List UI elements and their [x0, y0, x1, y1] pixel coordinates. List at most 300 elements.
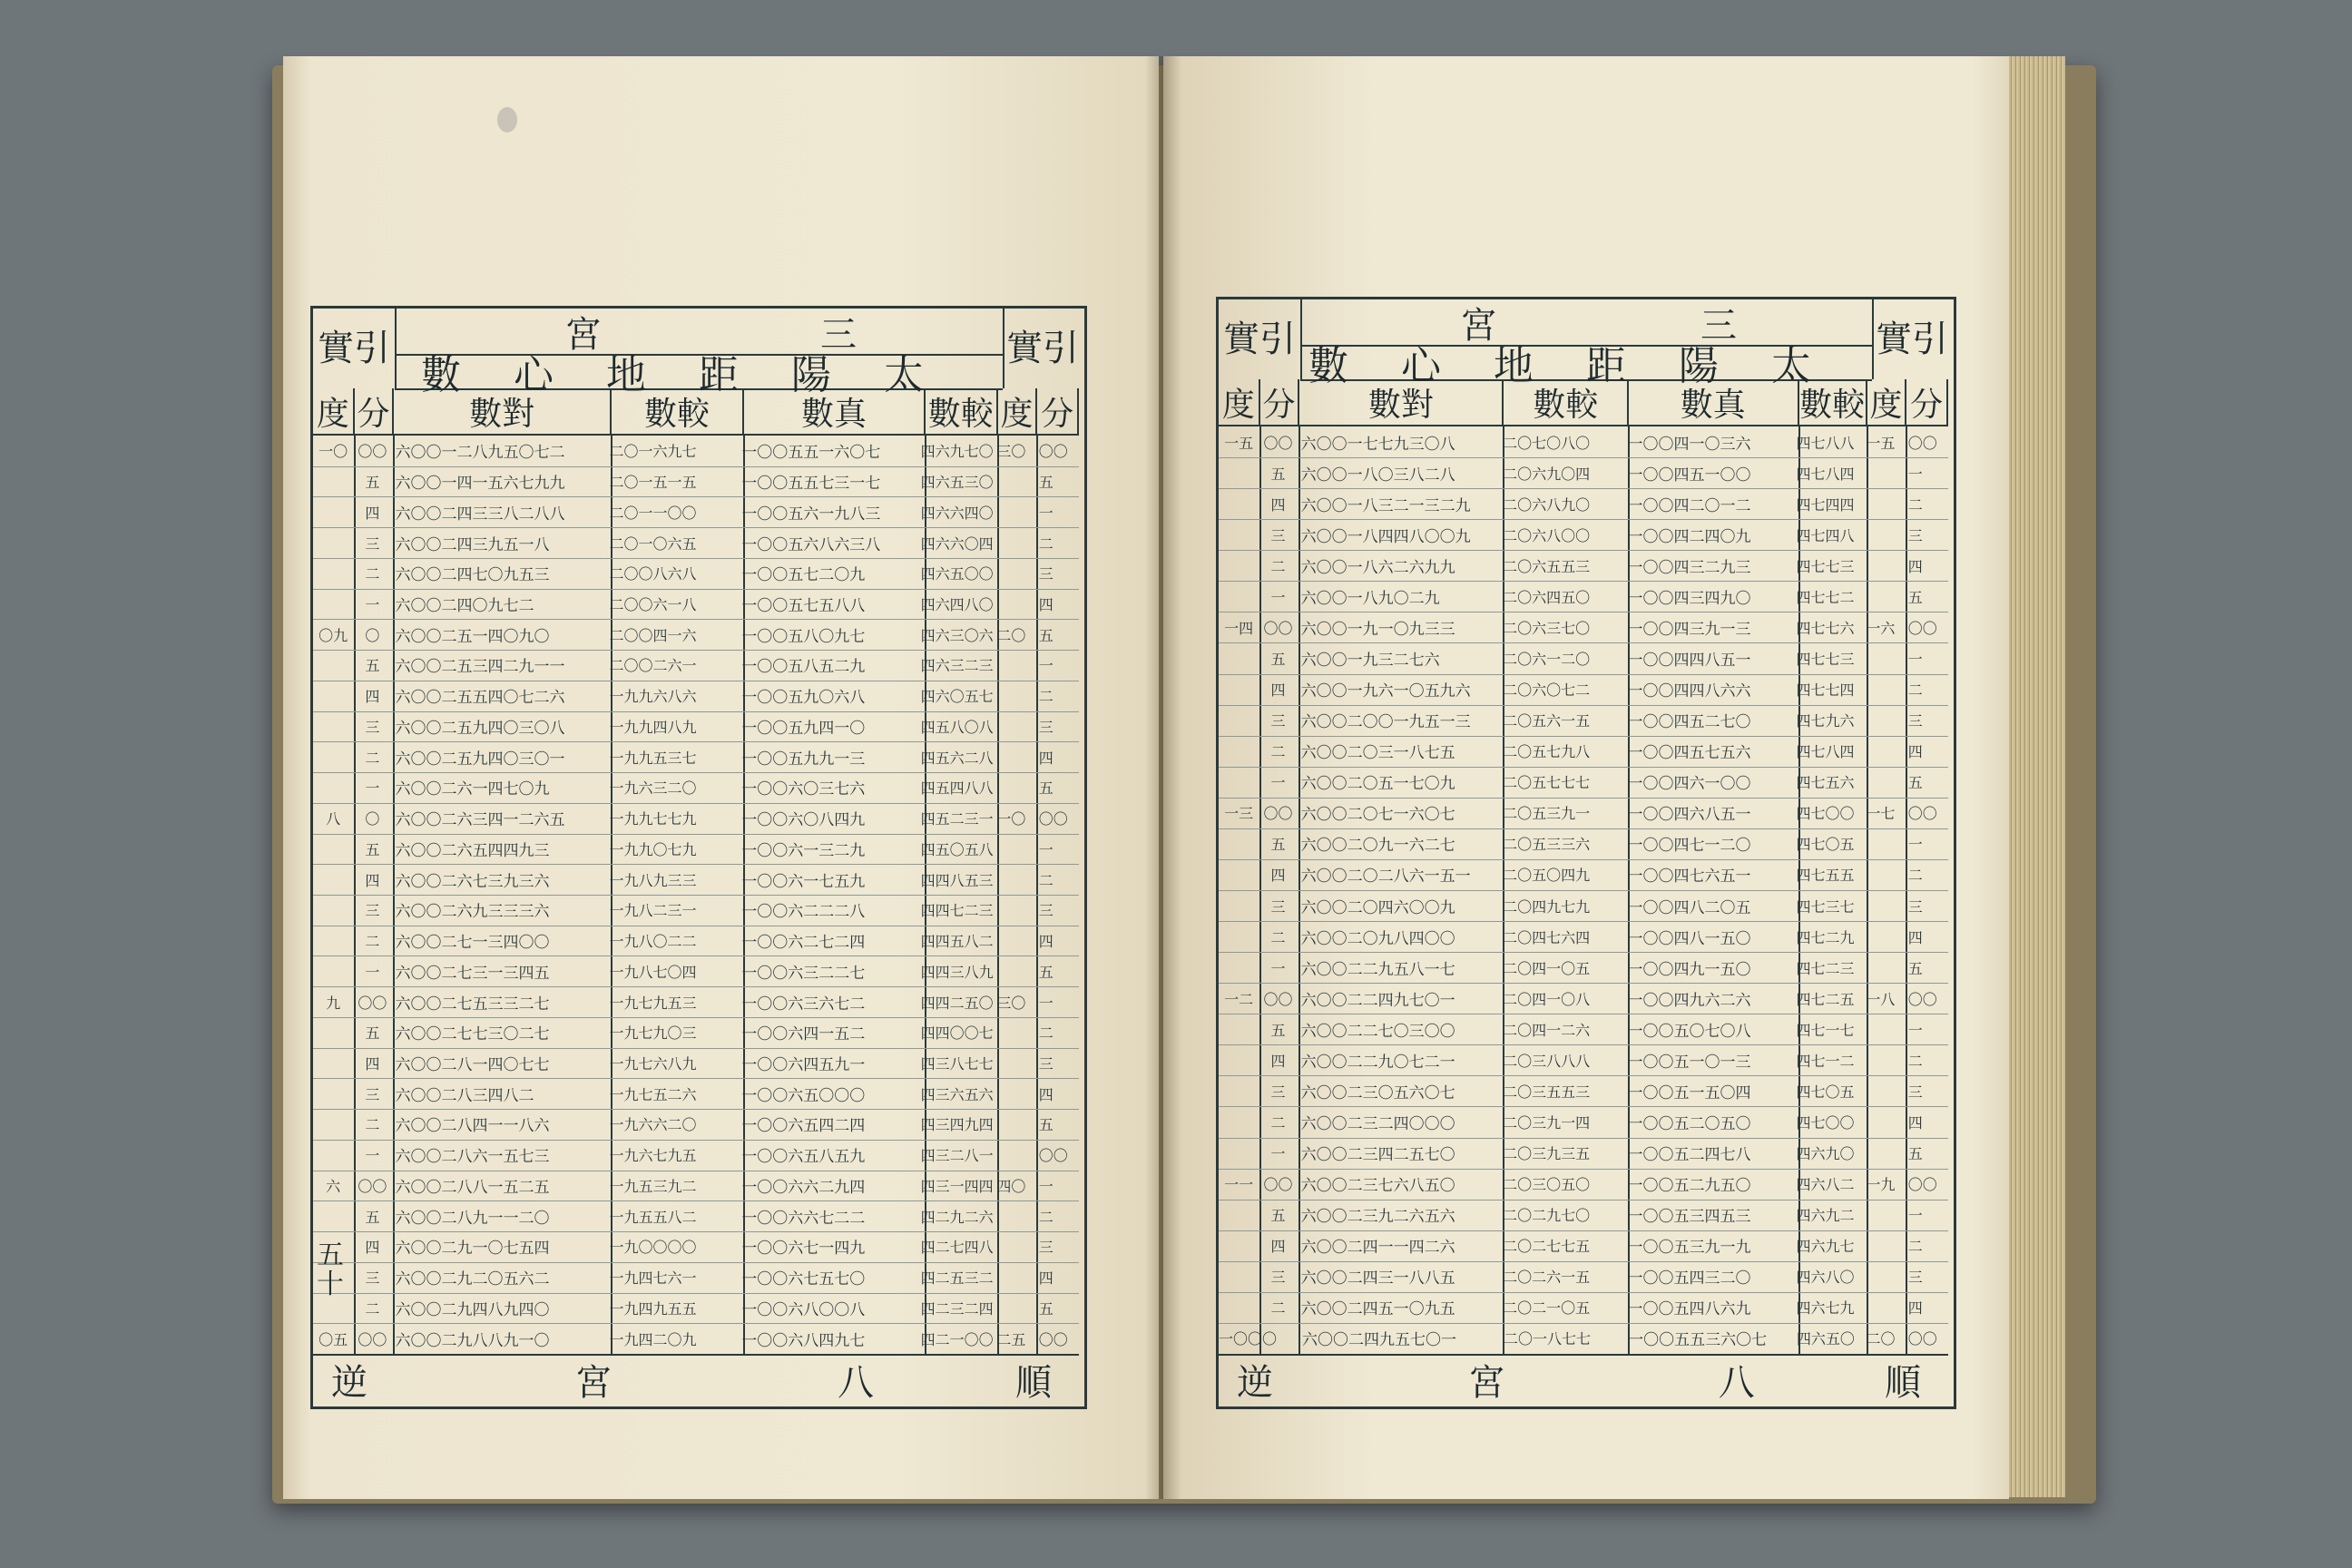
table-cell: 一九九〇七九	[609, 840, 697, 858]
table-cell: 六〇〇二四〇九七二	[395, 597, 534, 616]
table-cell: 四三六五六	[920, 1085, 994, 1103]
table-cell: 一	[1270, 1145, 1286, 1163]
table-cell: 五	[1907, 1145, 1923, 1163]
table-cell: 四六八二	[1796, 1176, 1855, 1194]
table-row	[1219, 550, 1948, 582]
table-cell: 四五〇五八	[920, 840, 994, 858]
table-cell: 四七〇〇	[1796, 1113, 1855, 1132]
table-cell: 四四〇〇七	[920, 1024, 994, 1043]
table-row	[313, 619, 1079, 651]
table-cell: 一九六七九五	[609, 1147, 697, 1165]
table-cell: 六〇〇二〇三一八七五	[1300, 744, 1455, 763]
footer-right: 順	[1885, 1361, 1921, 1404]
table-cell: 二〇一〇六五	[609, 534, 697, 553]
table-cell: 六〇〇一八〇三八二八	[1300, 466, 1455, 485]
table-cell: 六〇〇二〇〇一九五一三	[1300, 713, 1471, 732]
table-cell: 四七七三	[1796, 557, 1855, 575]
table-cell: 四六九七	[1796, 1238, 1855, 1256]
table-cell: 〇〇	[1263, 990, 1293, 1008]
table-cell: 一〇〇五六八六三八	[741, 535, 881, 554]
table-cell: 一	[1907, 650, 1923, 668]
table-cell: 二〇三九三五	[1503, 1145, 1591, 1163]
table-cell: 二	[1907, 867, 1923, 885]
table-cell: 六〇〇二〇四六〇〇九	[1300, 898, 1455, 917]
table-cell: 六〇〇二七五三三二七	[395, 995, 550, 1014]
table-cell: 四七七四	[1796, 681, 1855, 700]
table-cell: 四七二五	[1796, 990, 1855, 1008]
table-cell: 一〇〇六五四二四	[741, 1117, 866, 1136]
table-row	[1219, 890, 1948, 922]
table-row	[1219, 1014, 1948, 1045]
table-cell: 〇	[365, 810, 380, 828]
table-cell: 五	[365, 840, 380, 858]
table-cell: 四七二九	[1796, 928, 1855, 946]
table-cell: 一〇〇六〇三七六	[741, 780, 866, 799]
table-cell: 三	[1038, 902, 1054, 920]
table-cell: 一〇〇五五七三一七	[741, 475, 881, 494]
table-cell: 〇〇	[1263, 619, 1293, 637]
table-cell: 四	[1907, 1113, 1923, 1132]
table-row	[313, 1017, 1079, 1049]
table-cell: 一〇〇六一七五九	[741, 872, 866, 891]
table-cell: 一〇〇六三六七二	[741, 995, 866, 1014]
table-cell: 一〇〇四六一〇〇	[1627, 775, 1751, 794]
table-row	[313, 436, 1079, 467]
table-cell: 五	[1038, 626, 1054, 644]
table-cell: 一	[1907, 1207, 1923, 1225]
table-cell: 二〇六八九〇	[1503, 495, 1591, 514]
table-row	[313, 895, 1079, 926]
table-cell: 一〇〇五八五二九	[741, 658, 866, 677]
table-cell: 五	[1038, 474, 1054, 492]
table-cell: 四七〇五	[1796, 1083, 1855, 1101]
table-cell: 四二九二六	[920, 1208, 994, 1226]
table-cell: 一	[365, 963, 380, 981]
table-row	[1219, 828, 1948, 860]
table-cell: 六〇〇二五三四二九一一	[395, 658, 565, 677]
table-cell: 一〇〇五五一六〇七	[741, 444, 881, 463]
table-cell: 三	[1270, 526, 1286, 544]
table-cell: 六〇〇二五一四〇九〇	[395, 627, 550, 646]
table-cell: 二〇二九七〇	[1503, 1207, 1591, 1225]
table-cell: 一九七五二六	[609, 1085, 697, 1103]
table-cell: 一〇〇六五八五九	[741, 1148, 866, 1167]
table-cell: 四	[1038, 1269, 1054, 1288]
table-cell: 四	[1038, 1085, 1054, 1103]
table-cell: 九	[326, 994, 341, 1012]
table-cell: 六	[326, 1177, 341, 1195]
table-cell: 六〇〇一八三二一三二九	[1300, 496, 1471, 515]
table-cell: 三	[1907, 712, 1923, 730]
table-row	[313, 496, 1079, 528]
table-cell: 一〇〇五九〇六八	[741, 689, 866, 708]
right-table	[1216, 297, 1956, 1409]
column-header: 數較	[1799, 379, 1867, 426]
table-cell: 一〇〇六三二二七	[741, 964, 866, 983]
table-row	[1219, 1230, 1948, 1262]
table-cell: 二〇四九七九	[1503, 897, 1591, 916]
side-label-right: 實引	[1872, 299, 1950, 379]
header-palace: 宮	[1460, 304, 1497, 347]
table-cell: 二	[365, 933, 380, 951]
table-cell: 〇九	[318, 626, 348, 644]
table-cell: 二〇	[996, 626, 1026, 644]
table-cell: 六〇〇二七七三〇二七	[395, 1025, 550, 1044]
table-cell: 六〇〇一九三二七六	[1300, 651, 1440, 670]
table-cell: 四七四四	[1796, 495, 1855, 514]
table-cell: 六〇〇二四三三八二八八	[395, 505, 565, 524]
column-header: 數對	[1299, 379, 1504, 426]
table-cell: 四七七三	[1796, 650, 1855, 668]
table-cell: 〇	[365, 626, 380, 644]
table-cell: 一	[1907, 836, 1923, 854]
footer-right: 順	[1015, 1361, 1052, 1404]
table-cell: 一〇〇五三九一九	[1627, 1239, 1751, 1258]
table-cell: 四六九〇	[1796, 1145, 1855, 1163]
table-cell: 一九六六二〇	[609, 1116, 697, 1134]
table-row	[1219, 612, 1948, 643]
table-cell: 一〇〇六一三二九	[741, 841, 866, 860]
table-cell: 二〇三八八八	[1503, 1052, 1591, 1070]
table-cell: 一〇〇四七六五一	[1627, 867, 1751, 887]
table-cell: 一九七六八九	[609, 1055, 697, 1073]
table-cell: 四五六二八	[920, 749, 994, 767]
table-cell: 一〇〇五四八六九	[1627, 1300, 1751, 1319]
table-cell: 〇〇	[358, 1330, 387, 1348]
table-cell: 六〇〇一二八九五〇七二	[395, 444, 565, 463]
table-cell: 四三四九四	[920, 1116, 994, 1134]
table-cell: 一七	[1866, 805, 1896, 823]
table-row	[1219, 1138, 1948, 1170]
table-cell: 四	[1907, 557, 1923, 575]
table-cell: 六〇〇二二四九七〇一	[1300, 991, 1455, 1010]
table-cell: 四	[365, 688, 380, 706]
table-row	[313, 1109, 1079, 1141]
table-cell: 三〇	[996, 443, 1026, 461]
table-cell: 五	[1038, 779, 1054, 798]
table-cell: 一〇〇四六八五一	[1627, 806, 1751, 825]
table-row	[1219, 457, 1948, 489]
table-cell: 一九七九五三	[609, 994, 697, 1012]
table-cell: 一〇〇六七五七〇	[741, 1270, 866, 1289]
table-cell: 二〇	[1866, 1330, 1896, 1348]
table-cell: 五	[1907, 959, 1923, 977]
table-cell: 一	[1038, 657, 1054, 675]
table-cell: 四七五五	[1796, 867, 1855, 885]
table-row	[1219, 1261, 1948, 1293]
table-cell: 一九五三九二	[609, 1177, 697, 1195]
table-cell: 六〇〇二四七〇九五三	[395, 566, 550, 585]
table-row	[1219, 581, 1948, 612]
table-cell: 六〇〇二〇二八六一五一	[1300, 867, 1471, 887]
footer-left: 逆	[331, 1361, 368, 1404]
table-cell: 一〇〇四八二〇五	[1627, 898, 1751, 917]
table-cell: 三	[365, 1269, 380, 1288]
table-cell: 四六三〇六	[920, 626, 994, 644]
table-cell: 一〇〇五九九一三	[741, 750, 866, 769]
table-cell: 一〇〇五一五〇四	[1627, 1083, 1751, 1102]
side-label-left: 實引	[1219, 299, 1302, 379]
table-body	[313, 436, 1079, 1354]
table-cell: 四	[365, 504, 380, 522]
column-header: 度	[998, 388, 1038, 436]
table-cell: 〇五	[318, 1330, 348, 1348]
column-header: 度	[1867, 379, 1907, 426]
table-cell: 一〇〇六二二二八	[741, 903, 866, 922]
table-cell: 〇〇	[358, 994, 387, 1012]
table-cell: 一〇〇〇	[1219, 1330, 1278, 1348]
column-header: 數較	[926, 388, 998, 436]
table-cell: 一六	[1866, 619, 1896, 637]
table-cell: 六〇〇二三〇五六〇七	[1300, 1083, 1455, 1102]
table-cell: 一〇〇四五七五六	[1627, 744, 1751, 763]
table-cell: 一八	[1866, 990, 1896, 1008]
table-cell: 四	[1270, 681, 1286, 700]
table-cell: 〇〇	[1907, 1330, 1937, 1348]
table-cell: 一〇〇五三四五三	[1627, 1208, 1751, 1227]
table-cell: 〇〇	[1907, 805, 1937, 823]
table-cell: 一〇〇四九六二六	[1627, 991, 1751, 1010]
table-cell: 六〇〇二二九五八一七	[1300, 960, 1455, 979]
table-cell: 三	[365, 718, 380, 736]
table-cell: 二〇一一〇〇	[609, 504, 697, 522]
table-cell: 三	[1038, 718, 1054, 736]
column-header: 數較	[612, 388, 744, 436]
table-cell: 二	[1907, 681, 1923, 700]
table-row	[313, 681, 1079, 712]
table-cell: 六〇〇二六三四一二六五	[395, 811, 565, 830]
table-cell: 二五	[996, 1330, 1026, 1348]
table-cell: 五	[1270, 465, 1286, 483]
table-row	[313, 711, 1079, 743]
table-cell: 〇〇	[1907, 990, 1937, 1008]
table-cell: 二〇五〇四九	[1503, 867, 1591, 885]
table-cell: 四〇	[996, 1177, 1026, 1195]
table-cell: 二	[1907, 1052, 1923, 1070]
table-cell: 四四五八二	[920, 933, 994, 951]
table-cell: 三	[1907, 526, 1923, 544]
table-cell: 一〇〇四一〇三六	[1627, 435, 1751, 454]
table-cell: 六〇〇二八一四〇七七	[395, 1056, 550, 1075]
table-cell: 三	[1038, 565, 1054, 583]
table-cell: 四七七六	[1796, 619, 1855, 637]
footer-center-left: 宮	[1468, 1361, 1505, 1404]
table-cell: 六〇〇二八六一五七三	[395, 1148, 550, 1167]
table-cell: 〇〇	[1038, 1147, 1068, 1165]
table-cell: 四七〇〇	[1796, 805, 1855, 823]
table-cell: 二〇二一〇五	[1503, 1299, 1591, 1318]
table-cell: 四七九六	[1796, 712, 1855, 730]
table-cell: 六〇〇二六七三九三六	[395, 872, 550, 891]
table-cell: 六〇〇二七三一三四五	[395, 964, 550, 983]
table-cell: 四七四八	[1796, 526, 1855, 544]
table-row	[1219, 1044, 1948, 1076]
table-cell: 六〇〇二四九五七〇一	[1301, 1331, 1456, 1350]
table-cell: 一〇〇五四三二〇	[1627, 1269, 1751, 1289]
table-row	[1219, 519, 1948, 551]
table-row	[1219, 426, 1948, 458]
table-cell: 〇〇	[1263, 434, 1293, 452]
table-cell: 六〇〇二五九四〇三〇八	[395, 719, 565, 738]
table-cell: 一三	[1224, 805, 1254, 823]
table-cell: 四四七二三	[920, 902, 994, 920]
table-cell: 一〇〇四三九一三	[1627, 620, 1751, 639]
table-cell: 三	[365, 1085, 380, 1103]
table-cell: 二〇五三三六	[1503, 836, 1591, 854]
table-cell: 一九九七七九	[609, 810, 697, 828]
table-cell: 一五	[1866, 434, 1896, 452]
table-cell: 四	[1907, 743, 1923, 761]
table-cell: 四四三八九	[920, 963, 994, 981]
table-cell: 一九	[1866, 1176, 1896, 1194]
table-cell: 四	[1270, 867, 1286, 885]
table-cell: 二	[365, 749, 380, 767]
table-cell: 一〇〇四五一〇〇	[1627, 466, 1751, 485]
table-cell: 一一	[1224, 1176, 1254, 1194]
table-cell: 〇〇	[1038, 810, 1068, 828]
table-footer	[313, 1354, 1079, 1403]
table-cell: 六〇〇二五九四〇三〇一	[395, 750, 565, 769]
header-title: 數心地距陽太	[395, 354, 1003, 390]
table-cell: 四二七四八	[920, 1239, 994, 1257]
table-cell: 〇〇	[358, 443, 387, 461]
table-cell: 二〇五七七七	[1503, 774, 1591, 792]
table-row	[313, 986, 1079, 1018]
table-cell: 一〇〇六六七二二	[741, 1209, 866, 1228]
table-cell: 四	[1038, 596, 1054, 614]
table-cell: 六〇〇一九六一〇五九六	[1300, 682, 1471, 701]
table-row	[313, 1231, 1079, 1263]
table-cell: 二	[1907, 495, 1923, 514]
table-row	[1219, 736, 1948, 768]
column-header: 分	[1906, 379, 1948, 426]
table-cell: 四二三二四	[920, 1299, 994, 1318]
table-cell: 一九九六八六	[609, 688, 697, 706]
table-cell: 六〇〇二四五一〇九五	[1300, 1300, 1455, 1319]
table-cell: 二〇六一二〇	[1503, 650, 1591, 668]
side-label-left: 實引	[313, 309, 397, 388]
table-cell: 六〇〇二八四一一八六	[395, 1117, 550, 1136]
table-cell: 四	[1270, 1052, 1286, 1070]
table-cell: 一〇〇五五三六〇七	[1628, 1331, 1768, 1350]
table-cell: 五	[1907, 588, 1923, 606]
table-row	[1219, 859, 1948, 891]
table-cell: 一九〇〇〇〇	[609, 1239, 697, 1257]
table-cell: 一〇〇四八一五〇	[1627, 929, 1751, 948]
table-cell: 四七一二	[1796, 1052, 1855, 1070]
table-row	[313, 1140, 1079, 1171]
table-cell: 〇〇	[1907, 434, 1937, 452]
table-cell: 一九八七〇四	[609, 963, 697, 981]
table-cell: 六〇〇二三七六八五〇	[1300, 1177, 1455, 1196]
table-footer	[1219, 1354, 1948, 1403]
table-cell: 四七三七	[1796, 897, 1855, 916]
table-row	[1219, 1292, 1948, 1324]
table-cell: 六〇〇二八三四八二	[395, 1086, 534, 1105]
table-row	[1219, 767, 1948, 799]
table-cell: 五	[365, 474, 380, 492]
table-cell: 三〇	[996, 994, 1026, 1012]
table-cell: 五	[1270, 1021, 1286, 1039]
table-row	[313, 956, 1079, 987]
table-cell: 三	[365, 534, 380, 553]
table-row	[313, 1200, 1079, 1232]
table-row	[1219, 642, 1948, 674]
table-row	[313, 772, 1079, 804]
table-cell: 四六六四〇	[920, 504, 994, 522]
table-cell: 二〇五六一五	[1503, 712, 1591, 730]
column-header: 數真	[744, 388, 926, 436]
table-cell: 四四八五三	[920, 871, 994, 889]
table-cell: 二	[365, 1116, 380, 1134]
table-cell: 四七八八	[1796, 434, 1855, 452]
table-cell: 六〇〇二二九〇七二一	[1300, 1053, 1455, 1072]
table-cell: 一九九四八九	[609, 718, 697, 736]
table-cell: 三	[1270, 1083, 1286, 1101]
table-cell: 六〇〇一八六二六九九	[1300, 558, 1455, 577]
table-cell: 三	[1270, 897, 1286, 916]
table-cell: 一〇〇六四一五二	[741, 1025, 866, 1044]
page-edges	[2009, 56, 2065, 1497]
table-cell: 六〇〇二〇七一六〇七	[1300, 806, 1455, 825]
table-cell: 一	[1038, 994, 1054, 1012]
table-row	[313, 558, 1079, 590]
table-cell: 二〇六〇七二	[1503, 681, 1591, 700]
table-cell: 五	[1038, 963, 1054, 981]
column-header: 度	[1219, 379, 1260, 426]
table-cell: 一二	[1224, 990, 1254, 1008]
table-cell: 一〇〇五七二〇九	[741, 566, 866, 585]
table-cell: 二〇〇八六八	[609, 565, 697, 583]
table-cell: 一	[1270, 959, 1286, 977]
table-cell: 一九五五八二	[609, 1208, 697, 1226]
table-cell: 二	[1270, 1113, 1286, 1132]
table-cell: 四	[365, 871, 380, 889]
table-cell: 四七〇五	[1796, 836, 1855, 854]
table-cell: 二	[1038, 1208, 1054, 1226]
table-cell: 八	[326, 810, 341, 828]
table-row	[313, 864, 1079, 896]
table-cell: 四	[1907, 1299, 1923, 1318]
table-cell: 一〇	[318, 443, 348, 461]
table-cell: 二〇〇四一六	[609, 626, 697, 644]
table-cell: 一	[1038, 1177, 1054, 1195]
table-cell: 六〇〇二六一四七〇九	[395, 780, 550, 799]
table-cell: 六〇〇一七七九三〇八	[1300, 435, 1455, 454]
table-cell: 六〇〇二八八一五二五	[395, 1178, 550, 1197]
table-cell: 四	[365, 1055, 380, 1073]
ink-blot	[497, 107, 517, 132]
column-header: 數真	[1629, 379, 1799, 426]
table-cell: 四六七九	[1796, 1299, 1855, 1318]
table-cell: 一〇	[996, 810, 1026, 828]
table-row	[313, 1048, 1079, 1080]
table-cell: 六〇〇二九一〇七五四	[395, 1240, 550, 1259]
table-cell: 六〇〇二四三一八八五	[1300, 1269, 1455, 1289]
table-cell: 四五八〇八	[920, 718, 994, 736]
table-cell: 三	[1270, 1269, 1286, 1287]
table-cell: 三	[1907, 1269, 1923, 1287]
table-row	[313, 466, 1079, 498]
table-cell: 三	[1038, 1239, 1054, 1257]
table-cell: 二〇〇六一八	[609, 596, 697, 614]
table-cell: 二	[1038, 534, 1054, 553]
table-cell: 二	[1270, 557, 1286, 575]
left-table	[310, 306, 1087, 1409]
table-row	[313, 1293, 1079, 1325]
table-cell: 一九九五三七	[609, 749, 697, 767]
table-cell: 一〇〇四四八六六	[1627, 682, 1751, 701]
